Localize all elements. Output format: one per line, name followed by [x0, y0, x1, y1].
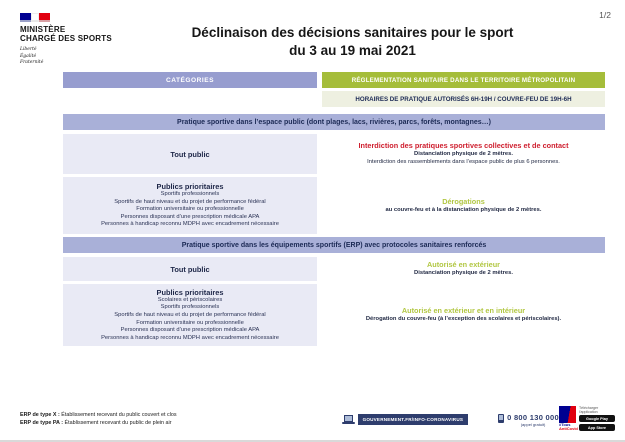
google-play-badge: Google Play [579, 415, 615, 422]
app-name-line2: AntiCovid [558, 426, 578, 432]
hotline-note: (appel gratuit) [520, 421, 546, 427]
categories-header: CATÉGORIES [63, 72, 317, 88]
rule-erp-prioritaires [322, 284, 605, 346]
footer [20, 406, 615, 433]
motto-liberte: Liberté [20, 47, 37, 53]
category-subline: Scolaires et périscolaires [157, 296, 223, 303]
app-store-badge: App Store [579, 424, 615, 431]
category-subline: Personnes disposant d’une prescription médicale APA [120, 213, 260, 220]
motto-egalite: Égalité [20, 53, 37, 59]
erp-type-pa-label: ERP de type PA : [20, 419, 64, 426]
page-indicator: 1/2 [599, 10, 611, 20]
category-title: Tout public [170, 149, 210, 159]
tousanticovid-logo-icon [559, 406, 576, 423]
category-subline: Sportifs professionnels [160, 304, 220, 311]
rule-espace-public-prioritaires [322, 177, 605, 234]
erp-type-x-text: Établissement recevant du public couvert et clos [59, 411, 177, 418]
category-publics-prioritaires [63, 284, 317, 346]
table-subheader-row [63, 91, 605, 111]
hotline [498, 413, 559, 427]
category-title: Publics prioritaires [156, 182, 224, 192]
category-tout-public [63, 257, 317, 281]
rule-detail: Dérogation du couvre-feu (à l’exception des scolaires et périscolaires). [365, 316, 562, 323]
rule-detail: Distanciation physique de 2 mètres. [414, 151, 513, 158]
section2-row1 [63, 257, 605, 281]
erp-legend-line [20, 420, 306, 428]
category-subline: Sportifs de haut niveau et du projet de performance fédéral [114, 198, 266, 205]
section1-band: Pratique sportive dans l’espace public (dont plages, lacs, rivières, parcs, forêts, montagnes…) [63, 114, 605, 130]
category-subline: Formation universitaire ou professionnelle [136, 319, 244, 326]
motto-fraternite: Fraternité [20, 59, 44, 65]
french-flag-icon [20, 13, 50, 22]
erp-legend-line [20, 412, 306, 420]
rule-headline: Autorisé en extérieur et en intérieur [401, 306, 526, 316]
sanitary-rules-table [63, 72, 605, 349]
download-label: Télécharger l'application [578, 406, 599, 414]
table-header-row [63, 72, 605, 88]
section1-row2 [63, 177, 605, 234]
ministry-name-line2: CHARGÉ DES SPORTS [20, 34, 112, 44]
rule-detail: Interdiction des rassemblements dans l’espace public de plus 6 personnes. [367, 159, 560, 165]
page-title-line1: Déclinaison des décisions sanitaires pour le sport [191, 25, 514, 40]
category-subline: Personnes disposant d’une prescription médicale APA [120, 327, 260, 334]
category-subline: Sportifs professionnels [160, 191, 220, 198]
category-subline: Sportifs de haut niveau et du projet de performance fédéral [114, 311, 266, 318]
category-subline: Personnes à handicap reconnu MDPH avec encadrement nécessaire [101, 221, 279, 228]
rule-detail: Distanciation physique de 2 mètres. [414, 270, 513, 277]
rule-headline: Dérogations [442, 196, 485, 206]
hours-header: HORAIRES DE PRATIQUE AUTORISÉS 6H-19H / COUVRE-FEU DE 19H-6H [322, 91, 605, 107]
section2-band: Pratique sportive dans les équipements sportifs (ERP) avec protocoles sanitaires renforcés [63, 237, 605, 253]
category-subline: Formation universitaire ou professionnelle [136, 206, 244, 213]
rule-headline: Interdiction des pratiques sportives collectives et de contact [358, 141, 569, 151]
category-subline: Personnes à handicap reconnu MDPH avec encadrement nécessaire [101, 334, 279, 341]
category-title: Publics prioritaires [156, 287, 224, 297]
rule-headline: Autorisé en extérieur [427, 260, 500, 270]
subheader-spacer [63, 91, 317, 111]
rule-detail: au couvre-feu et à la distanciation physique de 2 mètres. [385, 206, 542, 213]
erp-legend [20, 412, 306, 428]
section2-row2 [63, 284, 605, 346]
page-title-line2: du 3 au 19 mai 2021 [289, 43, 416, 59]
erp-type-x-label: ERP de type X : [20, 411, 60, 418]
category-publics-prioritaires [63, 177, 317, 234]
government-website-banner [342, 414, 469, 425]
rule-erp-tout-public [322, 257, 605, 281]
category-tout-public [63, 134, 317, 174]
category-title: Tout public [170, 264, 210, 274]
page-title [110, 24, 595, 60]
hotline-number: 0 800 130 000 [507, 412, 559, 422]
tousanticovid-promo [559, 406, 615, 433]
phone-icon [498, 414, 504, 423]
section1-row1 [63, 134, 605, 174]
erp-type-pa-text: Établissement recevant du public de plein air [63, 419, 172, 426]
government-url-badge: GOUVERNEMENT.FR/INFO-CORONAVIRUS [358, 414, 469, 425]
rule-espace-public-tout-public [322, 134, 605, 174]
laptop-icon [342, 415, 355, 424]
regulation-header: RÉGLEMENTATION SANITAIRE DANS LE TERRITOIRE MÉTROPOLITAIN [322, 72, 605, 88]
app-name-line1: #Tous [558, 422, 571, 427]
ministry-name-line1: MINISTÈRE [20, 25, 66, 34]
